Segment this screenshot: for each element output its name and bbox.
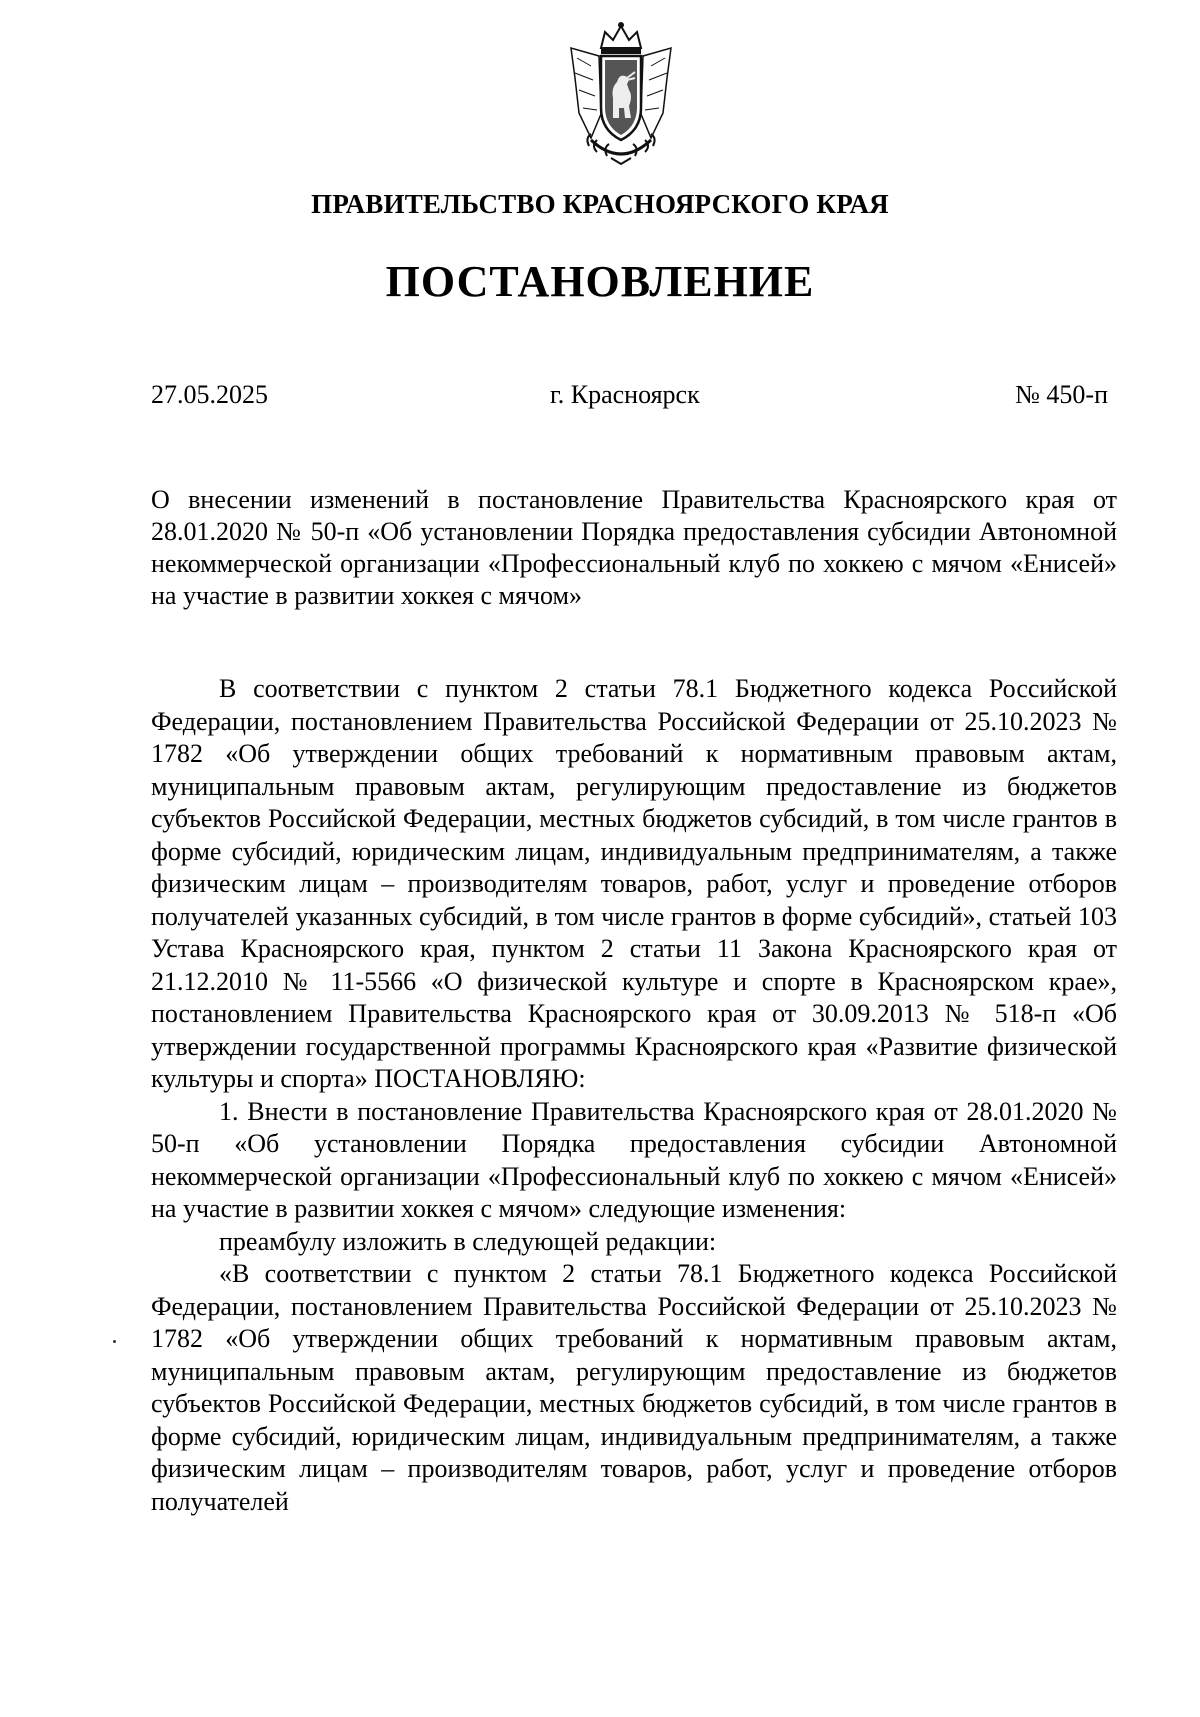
body-paragraph: «В соответствии с пунктом 2 статьи 78.1 Бюджетного кодекса Российской Федерации, постановлением Правительства Российской Федерации от 25.10.2023 № 1782 «Об утверждении общих требований к нормативным правовым актам, муниципальным правовым актам, регулирующим предоставление из бюджетов субъектов Российской Федерации, местных бюджетов субсидий, в том числе грантов в форме субсидий, юридическим лицам, индивидуальным предпринимателям, а также физическим лицам – производителям товаров, работ, услуг и проведение отборов получателей <box>151 1259 1117 1516</box>
document-title: О внесении изменений в постановление Правительства Красноярского края от 28.01.2020 № 50-п «Об установлении Порядка предоставления субсидии Автономной некоммерческой организации «Профессиональный клуб по хоккею с мячом «Енисей» на участие в развитии хоккея с мячом» <box>151 485 1117 610</box>
document-body <box>151 673 1117 1518</box>
document-type: ПОСТАНОВЛЕНИЕ <box>385 257 815 306</box>
body-paragraph: В соответствии с пунктом 2 статьи 78.1 Бюджетного кодекса Российской Федерации, постановлением Правительства Российской Федерации от 25.10.2023 № 1782 «Об утверждении общих требований к нормативным правовым актам, муниципальным правовым актам, регулирующим предоставление из бюджетов субъектов Российской Федерации, местных бюджетов субсидий, в том числе грантов в форме субсидий, юридическим лицам, индивидуальным предпринимателям, а также физическим лицам – производителям товаров, работ, услуг и проведение отборов получателей указанных субсидий, в том числе грантов в форме субсидий», статьей 103 Устава Красноярского края, пунктом 2 статьи 11 Закона Красноярского края от 21.12.2010 № 11-5566 «О физической культуре и спорте в Красноярском крае», постановлением Правительства Красноярского края от 30.09.2013 № 518-п «Об утверждении государственной программы Красноярского края «Развитие физической культуры и спорта» ПОСТАНОВЛЯЮ: <box>151 674 1117 1093</box>
document-number: № 450-п <box>1015 380 1108 409</box>
document-city: г. Красноярск <box>550 380 700 409</box>
document-date: 27.05.2025 <box>151 380 268 409</box>
coat-of-arms-emblem <box>561 18 681 168</box>
body-paragraph: преамбулу изложить в следующей редакции: <box>219 1226 717 1256</box>
organization-name: ПРАВИТЕЛЬСТВО КРАСНОЯРСКОГО КРАЯ <box>311 189 889 219</box>
body-paragraph: 1. Внести в постановление Правительства Красноярского края от 28.01.2020 № 50-п «Об установлении Порядка предоставления субсидии Автономной некоммерческой организации «Профессиональный клуб по хоккею с мячом «Енисей» на участие в развитии хоккея с мячом» следующие изменения: <box>151 1096 1117 1223</box>
scan-artifact-dot <box>113 1340 116 1343</box>
